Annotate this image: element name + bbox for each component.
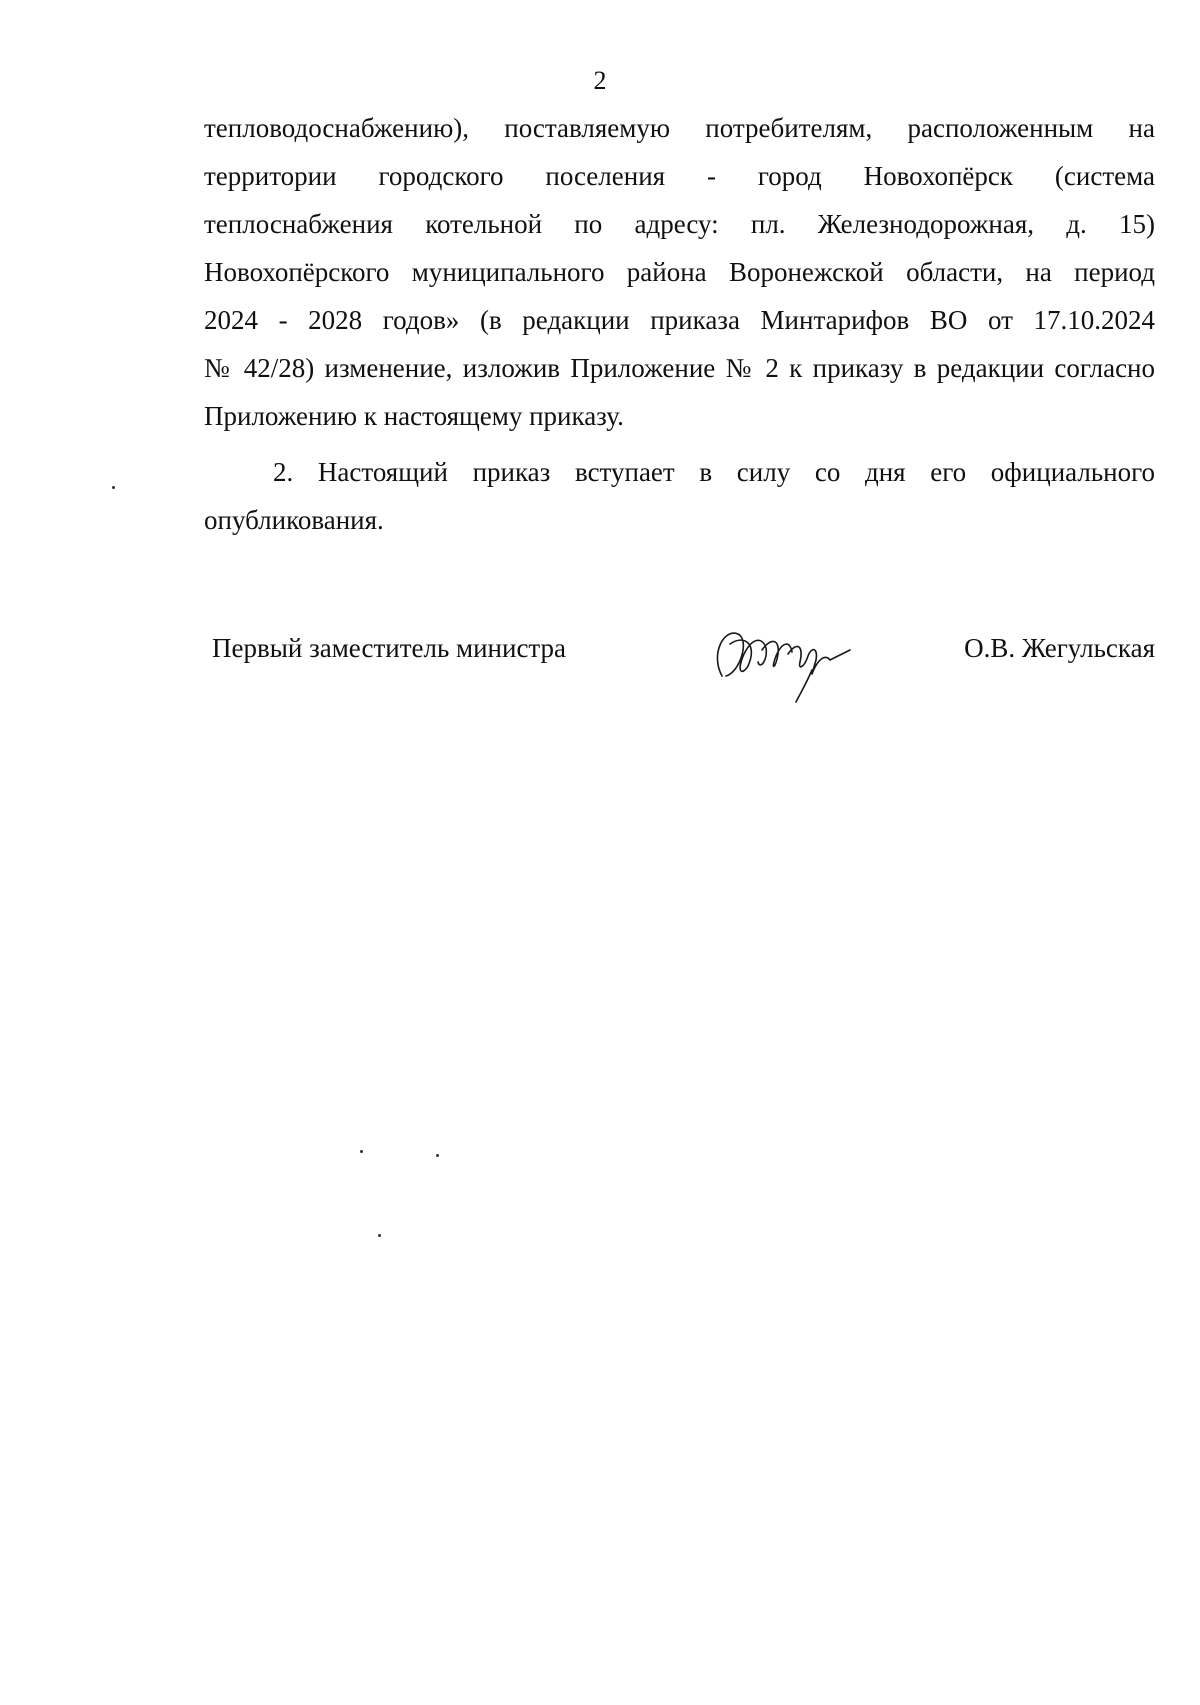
- signature-block: [0, 620, 1200, 710]
- scan-speck: [360, 1150, 363, 1153]
- paragraph-1-line: территории городского поселения - город Новохопёрск (система: [204, 161, 1155, 191]
- paragraph-1-line: Приложению к настоящему приказу.: [204, 401, 624, 431]
- paragraph-1-line: тепловодоснабжению), поставляемую потребителям, расположенным на: [204, 113, 1155, 143]
- paragraph-2: [204, 448, 1155, 544]
- paragraph-1-line: теплоснабжения котельной по адресу: пл. Железнодорожная, д. 15): [204, 209, 1155, 239]
- scan-speck: [436, 1154, 439, 1157]
- paragraph-1: [204, 104, 1155, 440]
- scan-speck: [112, 486, 115, 489]
- signatory-position: Первый заместитель министра: [212, 633, 567, 663]
- paragraph-2-line: 2. Настоящий приказ вступает в силу со дня его официального: [273, 457, 1155, 487]
- paragraph-1-line: № 42/28) изменение, изложив Приложение № 2 к приказу в редакции согласно: [204, 353, 1155, 383]
- handwritten-signature: [700, 614, 870, 704]
- paragraph-1-line: 2024 - 2028 годов» (в редакции приказа Минтарифов ВО от 17.10.2024: [204, 305, 1155, 335]
- signatory-name: О.В. Жегульская: [964, 633, 1155, 663]
- paragraph-2-line: опубликования.: [204, 505, 384, 535]
- scan-speck: [378, 1234, 381, 1237]
- page-number: 2: [593, 66, 607, 95]
- paragraph-1-line: Новохопёрского муниципального района Воронежской области, на период: [204, 257, 1155, 287]
